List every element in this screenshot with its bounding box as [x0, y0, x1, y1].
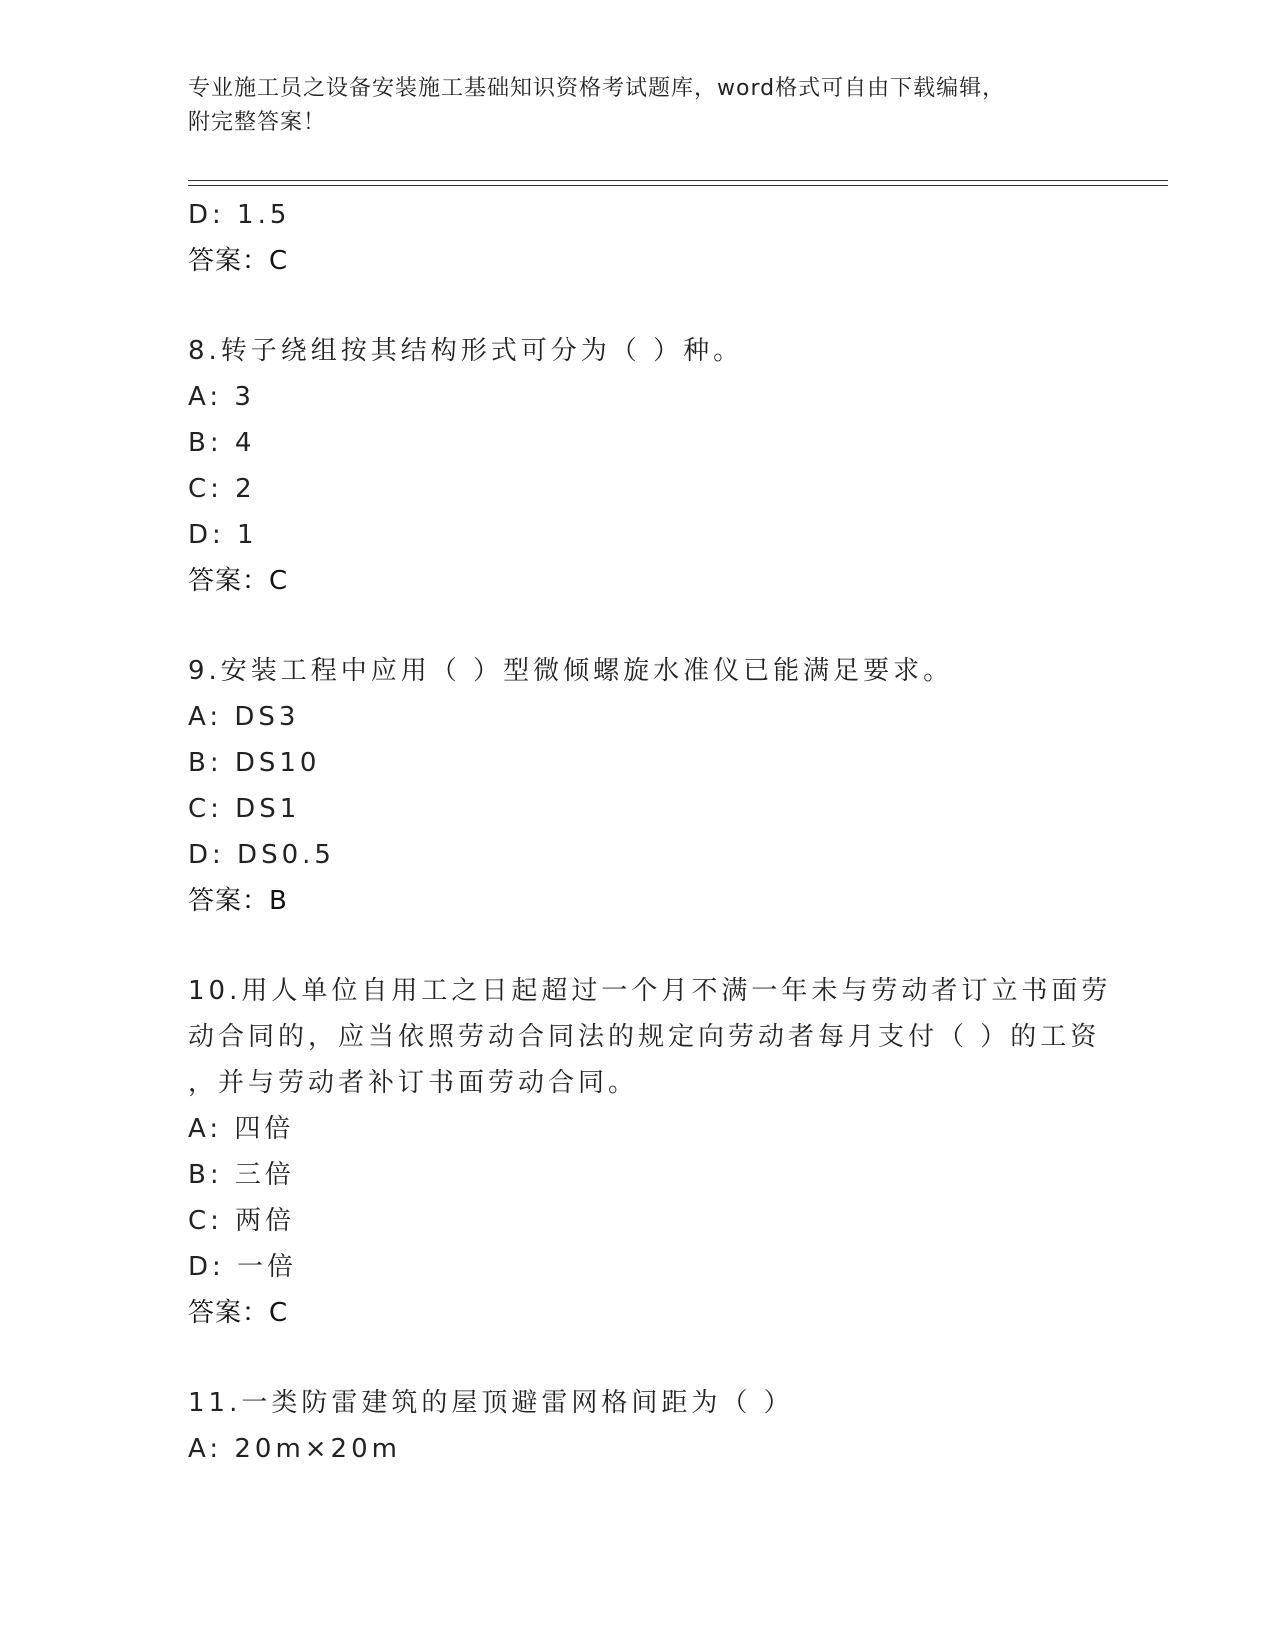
question-11	[188, 1380, 1088, 1472]
option-d: D: 一倍	[188, 1252, 298, 1282]
header-divider-bottom	[188, 185, 1168, 186]
option-a: A: DS3	[188, 702, 300, 732]
question-10	[188, 968, 1112, 1336]
question-text: 8.转子绕组按其结构形式可分为（ ）种。	[188, 336, 744, 366]
previous-question-tail	[188, 192, 1088, 284]
answer: 答案：C	[188, 566, 289, 596]
option-d: D: DS0.5	[188, 840, 335, 870]
option-c: C: 2	[188, 474, 256, 504]
question-text: 9.安装工程中应用（ ）型微倾螺旋水准仪已能满足要求。	[188, 656, 954, 686]
option-b: B: 4	[188, 428, 256, 458]
question-content	[188, 192, 1112, 1472]
answer: 答案：B	[188, 886, 288, 916]
option-c: C: 两倍	[188, 1206, 296, 1236]
option-a: A: 3	[188, 382, 255, 412]
question-8	[188, 328, 1088, 604]
option-d: D: 1	[188, 520, 258, 550]
question-text-line-3: ，并与劳动者补订书面劳动合同。	[188, 1068, 639, 1098]
option-b: B: DS10	[188, 748, 321, 778]
document-page	[188, 0, 1168, 1650]
answer: 答案：C	[188, 1298, 289, 1328]
question-text-line-1: 10.用人单位自用工之日起超过一个月不满一年未与劳动者订立书面劳	[188, 976, 1112, 1006]
document-header	[188, 72, 1068, 140]
answer: 答案：C	[188, 246, 289, 276]
header-line-1: 专业施工员之设备安装施工基础知识资格考试题库，word格式可自由下载编辑，	[188, 76, 1006, 101]
option-a: A: 20m×20m	[188, 1434, 401, 1464]
header-line-2: 附完整答案！	[188, 110, 327, 135]
option-a: A: 四倍	[188, 1114, 295, 1144]
question-text: 11.一类防雷建筑的屋顶避雷网格间距为（ ）	[188, 1388, 794, 1418]
option-b: B: 三倍	[188, 1160, 295, 1190]
question-text-line-2: 动合同的，应当依照劳动合同法的规定向劳动者每月支付（ ）的工资	[188, 1022, 1101, 1052]
question-9	[188, 648, 1088, 924]
header-divider-top	[188, 180, 1168, 181]
option-d: D: 1.5	[188, 200, 291, 230]
option-c: C: DS1	[188, 794, 301, 824]
